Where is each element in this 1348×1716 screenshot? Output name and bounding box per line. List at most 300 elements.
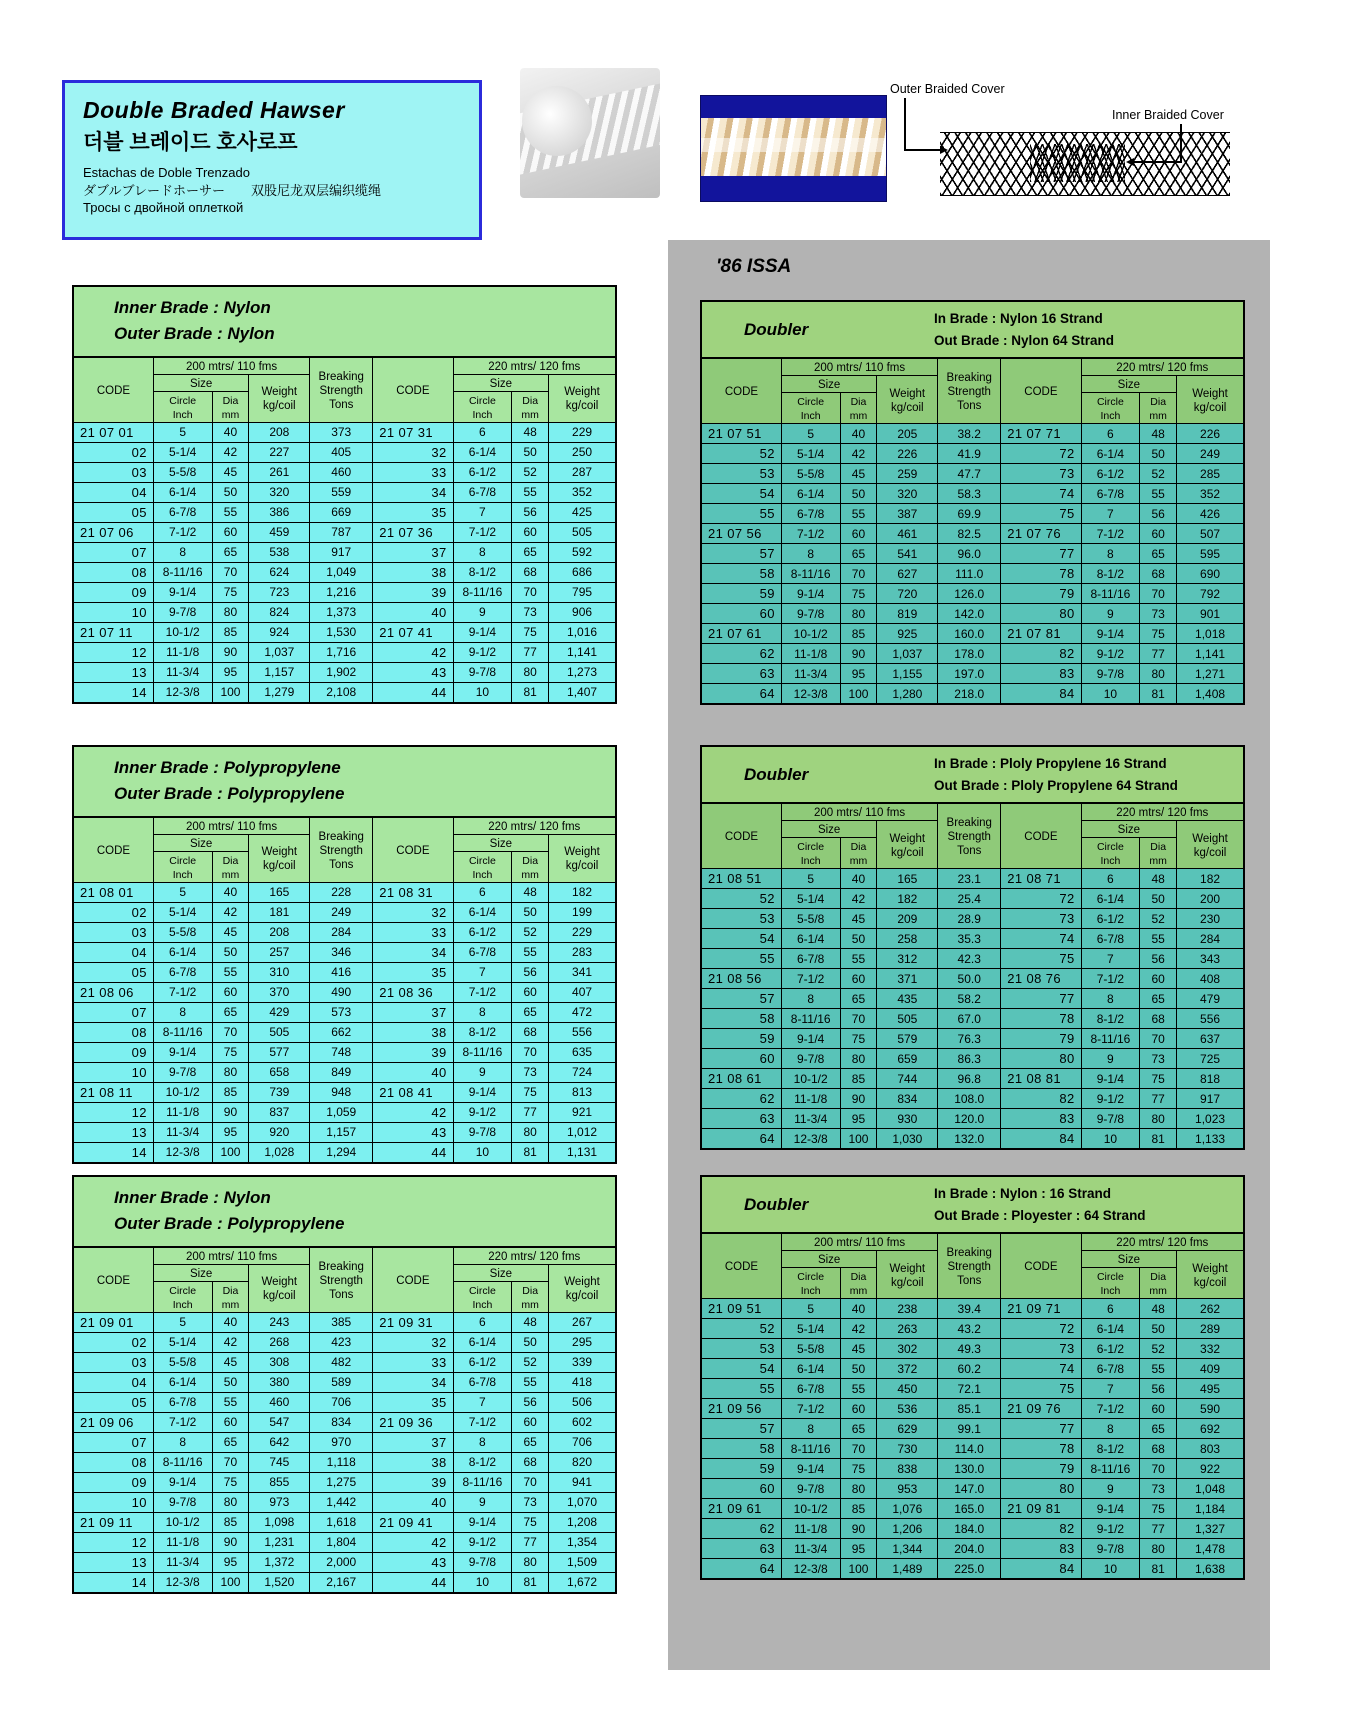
out-brade-label: Out Brade : Nylon 64 Strand bbox=[934, 332, 1115, 348]
cell-code-1: 04 bbox=[73, 942, 153, 962]
cell-code-2: 42 bbox=[373, 1102, 453, 1122]
cell-code-1: 14 bbox=[73, 1572, 153, 1593]
cell-code-2: 80 bbox=[1001, 604, 1081, 624]
spec-table bbox=[700, 357, 1245, 705]
cell-code-1: 14 bbox=[73, 682, 153, 703]
cell-breaking: 35.3 bbox=[938, 929, 1001, 949]
cell-circle-1: 9-1/4 bbox=[153, 1042, 212, 1062]
cell-dia-1: 70 bbox=[840, 1009, 877, 1029]
cell-weight-2: 229 bbox=[549, 922, 616, 942]
cell-weight-2: 1,018 bbox=[1177, 624, 1244, 644]
cell-code-1: 12 bbox=[73, 1102, 153, 1122]
cell-dia-2: 80 bbox=[1140, 1539, 1177, 1559]
title-spanish: Estachas de Doble Trenzado bbox=[83, 165, 250, 180]
cell-circle-1: 8-11/16 bbox=[781, 1009, 840, 1029]
cell-weight-2: 1,407 bbox=[549, 682, 616, 703]
col-breaking: Breaking Strength Tons bbox=[938, 803, 1001, 869]
cell-circle-1: 9-7/8 bbox=[781, 1479, 840, 1499]
cell-dia-1: 42 bbox=[840, 889, 877, 909]
rope-highlight bbox=[701, 138, 886, 152]
cell-dia-2: 56 bbox=[512, 502, 549, 522]
cell-dia-2: 48 bbox=[512, 422, 549, 442]
cell-dia-2: 55 bbox=[1140, 929, 1177, 949]
cell-dia-2: 75 bbox=[1140, 624, 1177, 644]
cell-code-1: 09 bbox=[73, 1472, 153, 1492]
cell-code-2: 44 bbox=[373, 682, 453, 703]
table-row bbox=[73, 1022, 616, 1042]
col-breaking: Breaking Strength Tons bbox=[938, 1233, 1001, 1299]
cell-circle-2: 10 bbox=[453, 1142, 512, 1163]
cell-weight-2: 479 bbox=[1177, 989, 1244, 1009]
cell-weight-1: 579 bbox=[877, 1029, 938, 1049]
cell-circle-2: 8-1/2 bbox=[453, 562, 512, 582]
cell-circle-2: 8-11/16 bbox=[1081, 1459, 1140, 1479]
cell-dia-1: 100 bbox=[840, 1559, 877, 1580]
cell-circle-2: 10 bbox=[453, 682, 512, 703]
col-size-2: Size bbox=[453, 374, 549, 391]
cell-circle-2: 7-1/2 bbox=[1081, 969, 1140, 989]
cell-weight-2: 507 bbox=[1177, 524, 1244, 544]
cell-dia-2: 60 bbox=[512, 982, 549, 1002]
cell-code-1: 07 bbox=[73, 1002, 153, 1022]
cell-dia-2: 80 bbox=[1140, 664, 1177, 684]
cell-weight-1: 924 bbox=[249, 622, 310, 642]
cell-circle-2: 8 bbox=[1081, 1419, 1140, 1439]
table-row bbox=[73, 1042, 616, 1062]
cell-weight-2: 407 bbox=[549, 982, 616, 1002]
table-row bbox=[73, 1392, 616, 1412]
cell-circle-1: 6-7/8 bbox=[153, 502, 212, 522]
cell-dia-1: 100 bbox=[840, 684, 877, 705]
cell-code-2: 82 bbox=[1001, 1519, 1081, 1539]
cell-dia-2: 73 bbox=[512, 1492, 549, 1512]
cell-dia-2: 81 bbox=[512, 682, 549, 703]
table-row bbox=[73, 1102, 616, 1122]
cell-dia-2: 70 bbox=[512, 1042, 549, 1062]
table-row bbox=[701, 684, 1244, 705]
cell-dia-2: 50 bbox=[512, 902, 549, 922]
cell-breaking: 249 bbox=[310, 902, 373, 922]
cell-circle-2: 7 bbox=[1081, 949, 1140, 969]
cell-breaking: 405 bbox=[310, 442, 373, 462]
cell-dia-2: 50 bbox=[1140, 1319, 1177, 1339]
cell-weight-2: 262 bbox=[1177, 1299, 1244, 1319]
cell-weight-1: 268 bbox=[249, 1332, 310, 1352]
cell-breaking: 2,000 bbox=[310, 1552, 373, 1572]
cell-circle-2: 9 bbox=[453, 1062, 512, 1082]
cell-circle-1: 11-1/8 bbox=[781, 1519, 840, 1539]
cell-code-2: 73 bbox=[1001, 1339, 1081, 1359]
cell-dia-2: 48 bbox=[512, 1312, 549, 1332]
col-weight-1: Weight kg/coil bbox=[877, 821, 938, 869]
cell-weight-2: 289 bbox=[1177, 1319, 1244, 1339]
cell-weight-2: 267 bbox=[549, 1312, 616, 1332]
cell-breaking: 373 bbox=[310, 422, 373, 442]
col-dia-1: Dia mm bbox=[840, 838, 877, 869]
cell-weight-1: 642 bbox=[249, 1432, 310, 1452]
cell-dia-1: 95 bbox=[840, 664, 877, 684]
cell-dia-2: 68 bbox=[512, 1022, 549, 1042]
cell-dia-2: 81 bbox=[1140, 1559, 1177, 1580]
cell-code-1: 21 08 01 bbox=[73, 882, 153, 902]
cell-dia-2: 70 bbox=[512, 582, 549, 602]
cell-dia-1: 75 bbox=[840, 1029, 877, 1049]
span-200: 200 mtrs/ 110 fms bbox=[153, 817, 309, 835]
cell-weight-2: 1,012 bbox=[549, 1122, 616, 1142]
brade-spec bbox=[934, 1183, 1233, 1226]
cell-circle-1: 10-1/2 bbox=[153, 1082, 212, 1102]
col-weight-1: Weight kg/coil bbox=[877, 376, 938, 424]
out-brade-label: Out Brade : Ployester : 64 Strand bbox=[934, 1207, 1146, 1223]
cell-circle-2: 9-7/8 bbox=[453, 1552, 512, 1572]
cell-breaking: 58.2 bbox=[938, 989, 1001, 1009]
table-row bbox=[701, 444, 1244, 464]
table-row bbox=[701, 644, 1244, 664]
cell-code-1: 59 bbox=[701, 584, 781, 604]
cell-circle-1: 6-7/8 bbox=[153, 962, 212, 982]
cell-code-2: 43 bbox=[373, 662, 453, 682]
cell-weight-1: 208 bbox=[249, 922, 310, 942]
table-row bbox=[701, 1419, 1244, 1439]
cell-dia-1: 65 bbox=[840, 1419, 877, 1439]
cell-breaking: 178.0 bbox=[938, 644, 1001, 664]
cell-dia-2: 50 bbox=[1140, 444, 1177, 464]
table-row bbox=[701, 1439, 1244, 1459]
cell-breaking: 1,902 bbox=[310, 662, 373, 682]
cell-weight-1: 819 bbox=[877, 604, 938, 624]
table-row bbox=[701, 889, 1244, 909]
table-header-span-row bbox=[701, 1233, 1244, 1251]
cell-dia-2: 52 bbox=[512, 922, 549, 942]
cell-code-2: 39 bbox=[373, 1472, 453, 1492]
col-circle-1: Circle Inch bbox=[153, 1281, 212, 1312]
col-breaking: Breaking Strength Tons bbox=[310, 1247, 373, 1313]
cell-weight-2: 182 bbox=[1177, 869, 1244, 889]
cell-breaking: 2,167 bbox=[310, 1572, 373, 1593]
cell-circle-2: 7-1/2 bbox=[1081, 524, 1140, 544]
cell-breaking: 25.4 bbox=[938, 889, 1001, 909]
cell-code-2: 43 bbox=[373, 1122, 453, 1142]
cell-code-2: 75 bbox=[1001, 504, 1081, 524]
table-row bbox=[73, 682, 616, 703]
col-weight-2: Weight kg/coil bbox=[1177, 1251, 1244, 1299]
table-row bbox=[73, 1142, 616, 1163]
cell-weight-1: 1,280 bbox=[877, 684, 938, 705]
span-200: 200 mtrs/ 110 fms bbox=[153, 357, 309, 375]
cell-dia-1: 45 bbox=[212, 1352, 249, 1372]
table-row bbox=[701, 624, 1244, 644]
cell-dia-2: 77 bbox=[1140, 1089, 1177, 1109]
cell-code-1: 54 bbox=[701, 484, 781, 504]
cell-circle-2: 8-11/16 bbox=[453, 1042, 512, 1062]
cell-code-2: 44 bbox=[373, 1572, 453, 1593]
cell-circle-2: 6-1/4 bbox=[1081, 1319, 1140, 1339]
cell-circle-1: 5 bbox=[781, 1299, 840, 1319]
cell-weight-2: 637 bbox=[1177, 1029, 1244, 1049]
cell-dia-2: 73 bbox=[512, 1062, 549, 1082]
cell-dia-1: 42 bbox=[840, 444, 877, 464]
cell-code-1: 62 bbox=[701, 644, 781, 664]
cell-circle-1: 6-7/8 bbox=[153, 1392, 212, 1412]
table-row bbox=[73, 1352, 616, 1372]
cell-weight-1: 429 bbox=[249, 1002, 310, 1022]
cell-circle-2: 9-7/8 bbox=[453, 1122, 512, 1142]
cell-breaking: 218.0 bbox=[938, 684, 1001, 705]
table-row bbox=[701, 1379, 1244, 1399]
table-row bbox=[73, 1452, 616, 1472]
cell-breaking: 49.3 bbox=[938, 1339, 1001, 1359]
cell-dia-1: 100 bbox=[840, 1129, 877, 1150]
cell-weight-1: 209 bbox=[877, 909, 938, 929]
cell-dia-2: 52 bbox=[1140, 909, 1177, 929]
cell-code-2: 82 bbox=[1001, 644, 1081, 664]
cell-weight-1: 165 bbox=[249, 882, 310, 902]
cell-code-1: 08 bbox=[73, 562, 153, 582]
cell-weight-2: 592 bbox=[549, 542, 616, 562]
cell-code-1: 57 bbox=[701, 1419, 781, 1439]
cell-dia-1: 45 bbox=[840, 464, 877, 484]
span-220: 220 mtrs/ 120 fms bbox=[453, 817, 616, 835]
cell-dia-2: 60 bbox=[512, 522, 549, 542]
cell-circle-2: 8 bbox=[1081, 989, 1140, 1009]
col-size-2: Size bbox=[1081, 1251, 1177, 1268]
cell-weight-1: 387 bbox=[877, 504, 938, 524]
cell-code-1: 57 bbox=[701, 544, 781, 564]
cell-code-1: 21 07 01 bbox=[73, 422, 153, 442]
cell-code-1: 62 bbox=[701, 1089, 781, 1109]
table-row bbox=[701, 929, 1244, 949]
cell-breaking: 706 bbox=[310, 1392, 373, 1412]
cell-circle-1: 6-7/8 bbox=[781, 1379, 840, 1399]
cell-code-1: 02 bbox=[73, 1332, 153, 1352]
cell-dia-2: 55 bbox=[1140, 484, 1177, 504]
col-code-2: CODE bbox=[373, 817, 453, 883]
cell-weight-1: 538 bbox=[249, 542, 310, 562]
cell-circle-2: 6-1/4 bbox=[453, 902, 512, 922]
cell-weight-1: 838 bbox=[877, 1459, 938, 1479]
table-row bbox=[701, 1359, 1244, 1379]
cell-code-2: 73 bbox=[1001, 909, 1081, 929]
table-block-doubler-polyester bbox=[700, 1175, 1245, 1580]
cell-weight-1: 435 bbox=[877, 989, 938, 1009]
cell-breaking: 142.0 bbox=[938, 604, 1001, 624]
cell-code-1: 21 07 11 bbox=[73, 622, 153, 642]
cell-breaking: 58.3 bbox=[938, 484, 1001, 504]
cell-code-1: 21 07 51 bbox=[701, 424, 781, 444]
in-brade-label: In Brade : Nylon 16 Strand bbox=[934, 311, 1103, 326]
cell-weight-1: 1,489 bbox=[877, 1559, 938, 1580]
cell-circle-1: 10-1/2 bbox=[153, 1512, 212, 1532]
cell-weight-2: 426 bbox=[1177, 504, 1244, 524]
cell-code-1: 58 bbox=[701, 564, 781, 584]
cell-dia-1: 55 bbox=[840, 949, 877, 969]
cell-circle-1: 8 bbox=[153, 1432, 212, 1452]
cell-code-1: 03 bbox=[73, 922, 153, 942]
cell-code-1: 02 bbox=[73, 902, 153, 922]
inner-brade-label: Inner Brade : Polypropylene bbox=[114, 758, 341, 777]
col-code-2: CODE bbox=[373, 1247, 453, 1313]
cell-dia-2: 48 bbox=[1140, 869, 1177, 889]
cell-weight-1: 258 bbox=[877, 929, 938, 949]
cell-dia-2: 60 bbox=[512, 1412, 549, 1432]
cell-circle-1: 9-1/4 bbox=[781, 1029, 840, 1049]
table-block-pp-pp bbox=[72, 745, 617, 1164]
cell-breaking: 96.8 bbox=[938, 1069, 1001, 1089]
cell-weight-2: 505 bbox=[549, 522, 616, 542]
col-circle-2: Circle Inch bbox=[453, 851, 512, 882]
col-code-1: CODE bbox=[701, 358, 781, 424]
cell-dia-1: 95 bbox=[212, 1552, 249, 1572]
table-row bbox=[73, 422, 616, 442]
cell-dia-1: 50 bbox=[840, 929, 877, 949]
cell-code-2: 21 08 71 bbox=[1001, 869, 1081, 889]
cell-dia-1: 70 bbox=[212, 1452, 249, 1472]
cell-circle-1: 10-1/2 bbox=[153, 622, 212, 642]
cell-code-2: 40 bbox=[373, 602, 453, 622]
cell-circle-1: 8-11/16 bbox=[781, 564, 840, 584]
cell-circle-1: 7-1/2 bbox=[781, 1399, 840, 1419]
cell-circle-1: 5-1/4 bbox=[153, 1332, 212, 1352]
cell-circle-1: 9-1/4 bbox=[153, 1472, 212, 1492]
cell-dia-1: 65 bbox=[212, 542, 249, 562]
cell-weight-2: 285 bbox=[1177, 464, 1244, 484]
cell-dia-1: 60 bbox=[840, 1399, 877, 1419]
table-row bbox=[701, 1089, 1244, 1109]
cell-breaking: 108.0 bbox=[938, 1089, 1001, 1109]
cell-circle-2: 6-7/8 bbox=[453, 1372, 512, 1392]
col-size-2: Size bbox=[453, 1264, 549, 1281]
table-block-nylon-pp bbox=[72, 1175, 617, 1594]
table-row bbox=[73, 942, 616, 962]
cell-weight-1: 953 bbox=[877, 1479, 938, 1499]
cell-circle-2: 7-1/2 bbox=[453, 522, 512, 542]
cell-dia-1: 90 bbox=[840, 644, 877, 664]
table-row bbox=[701, 1049, 1244, 1069]
cell-weight-1: 824 bbox=[249, 602, 310, 622]
cell-code-1: 21 09 51 bbox=[701, 1299, 781, 1319]
cell-dia-2: 65 bbox=[1140, 1419, 1177, 1439]
table-row bbox=[73, 1372, 616, 1392]
cell-code-1: 09 bbox=[73, 582, 153, 602]
cell-code-1: 13 bbox=[73, 662, 153, 682]
cell-weight-1: 627 bbox=[877, 564, 938, 584]
cell-circle-2: 7-1/2 bbox=[1081, 1399, 1140, 1419]
cell-circle-2: 9 bbox=[1081, 1479, 1140, 1499]
cell-dia-2: 81 bbox=[1140, 684, 1177, 705]
title-russian: Тросы с двойной оплеткой bbox=[83, 200, 244, 216]
cell-circle-1: 6-1/4 bbox=[781, 929, 840, 949]
cell-circle-2: 8-1/2 bbox=[453, 1452, 512, 1472]
col-breaking: Breaking Strength Tons bbox=[938, 358, 1001, 424]
cell-circle-2: 7 bbox=[453, 962, 512, 982]
cell-circle-1: 9-7/8 bbox=[781, 1049, 840, 1069]
cell-dia-1: 70 bbox=[840, 1439, 877, 1459]
cell-dia-2: 52 bbox=[512, 1352, 549, 1372]
cell-dia-2: 50 bbox=[512, 1332, 549, 1352]
outer-leader-line bbox=[904, 98, 906, 150]
cell-breaking: 111.0 bbox=[938, 564, 1001, 584]
col-code-2: CODE bbox=[1001, 358, 1081, 424]
cell-dia-1: 100 bbox=[212, 682, 249, 703]
cell-code-2: 77 bbox=[1001, 989, 1081, 1009]
cell-breaking: 147.0 bbox=[938, 1479, 1001, 1499]
col-circle-1: Circle Inch bbox=[781, 393, 840, 424]
cell-weight-2: 590 bbox=[1177, 1399, 1244, 1419]
cell-weight-2: 725 bbox=[1177, 1049, 1244, 1069]
cell-weight-2: 200 bbox=[1177, 889, 1244, 909]
block-heading bbox=[700, 1175, 1245, 1232]
cell-dia-1: 80 bbox=[840, 1049, 877, 1069]
cell-dia-2: 73 bbox=[1140, 1049, 1177, 1069]
cell-breaking: 490 bbox=[310, 982, 373, 1002]
cell-circle-1: 9-7/8 bbox=[153, 1492, 212, 1512]
cell-weight-1: 1,030 bbox=[877, 1129, 938, 1150]
cell-circle-1: 12-3/8 bbox=[153, 682, 212, 703]
cell-code-1: 57 bbox=[701, 989, 781, 1009]
table-row bbox=[73, 1412, 616, 1432]
cell-dia-2: 70 bbox=[512, 1472, 549, 1492]
table-row bbox=[701, 464, 1244, 484]
cell-circle-2: 9 bbox=[1081, 1049, 1140, 1069]
col-size-2: Size bbox=[453, 834, 549, 851]
span-220: 220 mtrs/ 120 fms bbox=[453, 1247, 616, 1265]
in-brade-label: In Brade : Nylon : 16 Strand bbox=[934, 1186, 1112, 1201]
cell-code-2: 83 bbox=[1001, 664, 1081, 684]
cell-weight-2: 795 bbox=[549, 582, 616, 602]
cell-dia-1: 85 bbox=[212, 622, 249, 642]
cell-code-1: 53 bbox=[701, 464, 781, 484]
block-heading bbox=[700, 300, 1245, 357]
cell-weight-2: 1,131 bbox=[549, 1142, 616, 1163]
cell-code-1: 60 bbox=[701, 604, 781, 624]
col-code-1: CODE bbox=[701, 803, 781, 869]
cell-circle-2: 9-1/2 bbox=[1081, 1089, 1140, 1109]
table-row bbox=[73, 502, 616, 522]
cell-circle-2: 6-1/4 bbox=[1081, 444, 1140, 464]
col-circle-2: Circle Inch bbox=[453, 1281, 512, 1312]
cell-dia-1: 42 bbox=[212, 902, 249, 922]
col-circle-2: Circle Inch bbox=[453, 391, 512, 422]
cell-weight-1: 181 bbox=[249, 902, 310, 922]
table-row bbox=[73, 542, 616, 562]
col-breaking: Breaking Strength Tons bbox=[310, 817, 373, 883]
cell-dia-1: 40 bbox=[840, 1299, 877, 1319]
cell-circle-1: 5-5/8 bbox=[781, 464, 840, 484]
cell-weight-1: 536 bbox=[877, 1399, 938, 1419]
cell-code-1: 64 bbox=[701, 1559, 781, 1580]
cell-weight-2: 1,478 bbox=[1177, 1539, 1244, 1559]
cell-dia-2: 81 bbox=[512, 1572, 549, 1593]
cell-weight-1: 629 bbox=[877, 1419, 938, 1439]
cell-breaking: 1,804 bbox=[310, 1532, 373, 1552]
cell-weight-2: 182 bbox=[549, 882, 616, 902]
cell-weight-2: 352 bbox=[1177, 484, 1244, 504]
cell-weight-1: 257 bbox=[249, 942, 310, 962]
cell-breaking: 1,618 bbox=[310, 1512, 373, 1532]
cell-weight-1: 577 bbox=[249, 1042, 310, 1062]
cell-dia-2: 56 bbox=[1140, 949, 1177, 969]
cell-dia-2: 68 bbox=[1140, 564, 1177, 584]
span-220: 220 mtrs/ 120 fms bbox=[1081, 358, 1244, 376]
cell-code-1: 21 09 11 bbox=[73, 1512, 153, 1532]
cell-breaking: 662 bbox=[310, 1022, 373, 1042]
cell-weight-2: 901 bbox=[1177, 604, 1244, 624]
cell-circle-1: 7-1/2 bbox=[781, 969, 840, 989]
cell-circle-1: 8 bbox=[153, 542, 212, 562]
table-row bbox=[73, 582, 616, 602]
cell-breaking: 72.1 bbox=[938, 1379, 1001, 1399]
cell-weight-1: 226 bbox=[877, 444, 938, 464]
